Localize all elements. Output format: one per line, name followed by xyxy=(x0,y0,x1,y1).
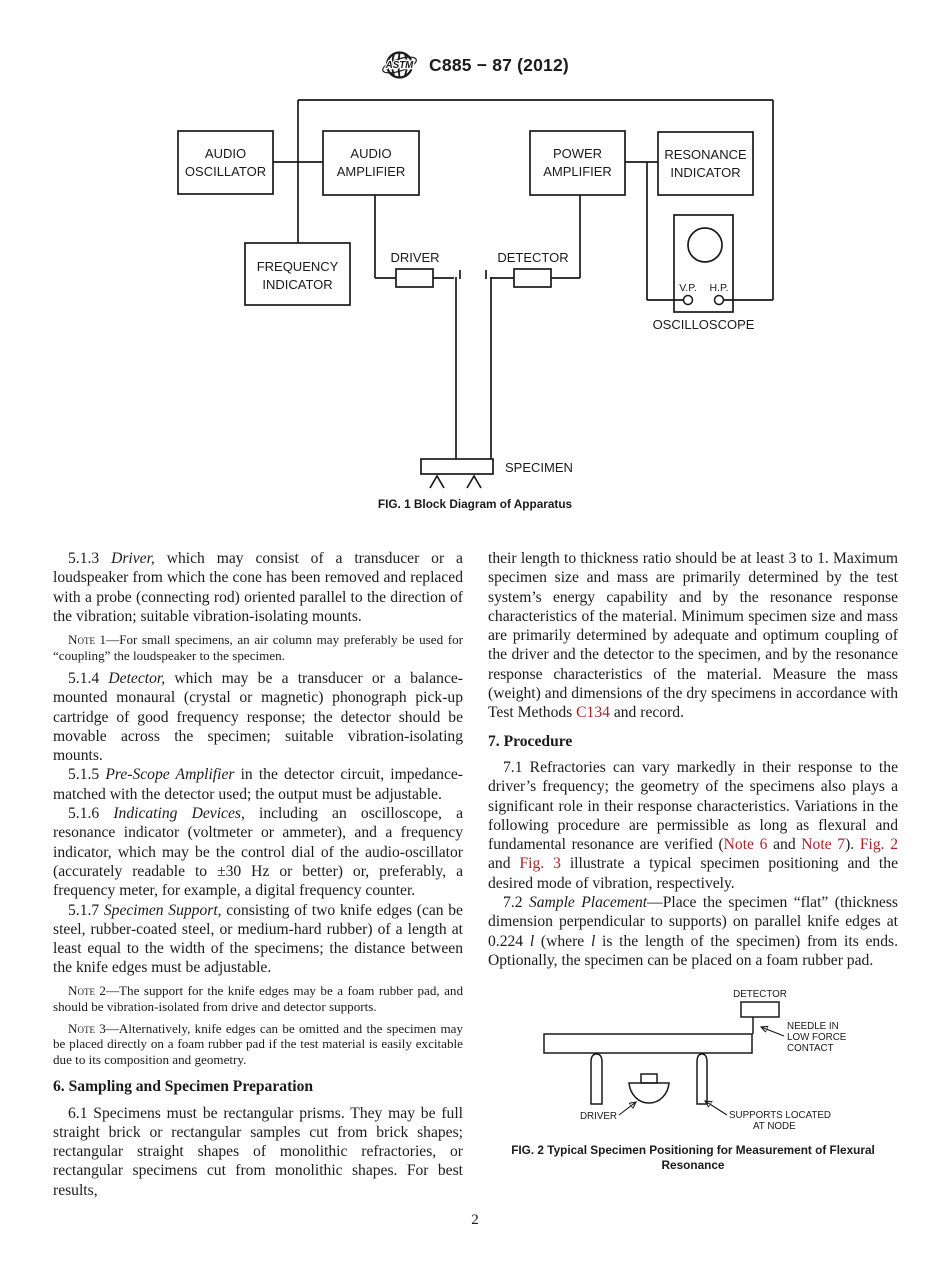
text-run: in the detector circuit, impedance-matched with the detector used; the output must be adjustable. xyxy=(53,766,463,803)
fig1-block-diagram xyxy=(140,90,820,530)
text-run: their length to thickness ratio should be at least 3 to 1. Maximum specimen size and mass are primarily determined by the test system’s energy capability and by the resonance response characteristics of the material. Minimum specimen size and mass are primarily determined by adequate and optimum coupling of the driver and the detector to the specimen, and by the resonance response characteristics of the material. Measure the mass (weight) and dimensions of the dry specimens in accordance with Test Methods xyxy=(488,550,898,722)
text-run: which may consist of a transducer or a loudspeaker from which the cone has been removed and replaced with a probe (connecting rod) oriented parallel to the direction of the vibration; suitable vibration-isolating mounts. xyxy=(53,550,463,625)
paragraph-6-1-continued xyxy=(488,549,898,723)
audio-oscillator-label: AUDIO xyxy=(204,146,247,161)
detector-box xyxy=(514,269,551,287)
oscilloscope-label: OSCILLOSCOPE xyxy=(652,317,755,332)
text-run: 5.1.5 xyxy=(68,766,106,784)
vp-terminal xyxy=(684,296,693,305)
text-run: including an oscilloscope, a resonance indicator (voltmeter or ammeter), and a frequency indicator, which may be the control dial of the audio-oscillator (accurately readable to ±30 Hz or better) or, preferably, a frequency meter, for example, a digital frequency counter. xyxy=(53,805,463,900)
text-run: Sample Placement xyxy=(528,894,648,912)
text-run: Detector, xyxy=(108,670,166,687)
fig2-link[interactable]: Fig. 2 xyxy=(859,836,898,854)
text-run: and xyxy=(488,855,520,873)
resonance-indicator-label: RESONANCE xyxy=(664,147,747,162)
specimen-label: SPECIMEN xyxy=(505,460,573,475)
text-run: 1—For small specimens, an air column may preferably be used for “coupling” the loudspeaker to the specimen. xyxy=(53,631,463,663)
text-run: l xyxy=(590,932,596,950)
hp-label: H.P. xyxy=(709,282,729,294)
frequency-indicator-box xyxy=(245,243,350,305)
fig2-needle-note: CONTACT xyxy=(786,1043,834,1055)
c134-link[interactable]: C134 xyxy=(576,704,610,722)
driver-box xyxy=(396,269,433,287)
paragraph-7-2 xyxy=(488,893,898,970)
paragraph-7-1 xyxy=(488,758,898,893)
note6-link[interactable]: Note 6 xyxy=(723,836,768,854)
fig2-caption xyxy=(488,1143,898,1172)
fig2-needle-note: NEEDLE IN xyxy=(786,1021,839,1033)
text-run: 7.1 Refractories can vary markedly in their response to the driver’s frequency; the geometry of the specimens also plays a significant role in their response characteristics. Variations in the following procedure are permissible as long as flexural and fundamental resonance are verified ( xyxy=(488,758,898,854)
fig2-caption-line2: Resonance xyxy=(661,1157,725,1172)
audio-oscillator-box xyxy=(178,131,273,194)
paragraph-5-1-6 xyxy=(53,804,463,900)
resonance-indicator-box xyxy=(658,132,753,195)
oscilloscope-box xyxy=(674,215,733,312)
hp-terminal xyxy=(715,296,724,305)
text-run: 5.1.3 xyxy=(68,550,112,567)
text-run: which may be a transducer or a balance-mounted monaural (crystal or magnetic) phonograph pick-up cartridge of good frequency response; the detector should be movable across the specimen; suitable vibration-isolating mounts. xyxy=(53,670,463,765)
audio-oscillator-label: OSCILLATOR xyxy=(184,164,267,179)
paragraph-6-1 xyxy=(53,1104,463,1200)
fig2-needle-arrow xyxy=(761,1027,784,1036)
fig2-driver-arrow xyxy=(619,1102,636,1115)
audio-amplifier-label: AUDIO xyxy=(350,146,392,161)
knife-edge-right xyxy=(467,476,481,488)
paragraph-5-1-5 xyxy=(53,765,463,804)
note-1 xyxy=(53,632,463,664)
paragraph-5-1-4 xyxy=(53,669,463,765)
power-amplifier-label: AMPLIFIER xyxy=(543,164,612,179)
text-run: Driver, xyxy=(111,550,155,567)
text-run: 3—Alternatively, knife edges can be omitted and the specimen may be placed directly on a foam rubber pad if the test material is easily excitable due to its composition and geometry. xyxy=(53,1020,463,1068)
text-run: ). xyxy=(845,836,860,854)
paragraph-5-1-7 xyxy=(53,901,463,978)
fig2-driver-label: DRIVER xyxy=(579,1111,617,1123)
fig2-needle-note: LOW FORCE xyxy=(786,1032,846,1044)
fig2-support-right xyxy=(697,1054,707,1104)
fig2-specimen-positioning xyxy=(541,982,846,1134)
fig2-caption-line1: FIG. 2 Typical Specimen Positioning for Measurement of Flexural xyxy=(511,1143,875,1158)
frequency-indicator-label: INDICATOR xyxy=(262,277,333,292)
page-header xyxy=(0,48,950,82)
vp-label: V.P. xyxy=(679,282,697,294)
text-run: Note xyxy=(68,1020,95,1036)
text-run: 2—The support for the knife edges may be a foam rubber pad, and should be vibration-isolated from drive and detector supports. xyxy=(53,983,463,1015)
paragraph-5-1-3 xyxy=(53,549,463,626)
text-run: Pre-Scope Amplifier xyxy=(105,766,235,784)
page-number: 2 xyxy=(471,1212,479,1228)
text-run: Note xyxy=(68,631,95,647)
left-column xyxy=(53,549,463,1200)
power-amplifier-label: POWER xyxy=(552,146,603,161)
text-run: (where xyxy=(534,932,591,950)
fig2-driver-cap xyxy=(641,1074,657,1083)
specimen-bar xyxy=(421,459,493,474)
fig2-detector-box xyxy=(741,1002,779,1017)
text-run: consisting of two knife edges (can be steel, rubber-coated steel, or medium-hard rubber) of a length at least equal to the width of the specimens; the distance between the knife edges must be adjustable. xyxy=(53,901,463,977)
fig2-driver-dome xyxy=(629,1083,669,1103)
text-run: 6.1 Specimens must be rectangular prisms. They may be full straight brick or rectangular samples cut from brick shapes; rectangular straight shapes of monolithic refractories, or rectangular specimens cut from monolithic shapes. For best results, xyxy=(53,1104,463,1199)
text-run: Note xyxy=(68,983,95,999)
svg-text:ASTM: ASTM xyxy=(385,60,414,72)
note7-link[interactable]: Note 7 xyxy=(801,836,846,854)
section-7-heading: 7. Procedure xyxy=(488,732,573,750)
text-run: 7.2 xyxy=(503,894,529,912)
text-run: is the length of the specimen) from its ends. Optionally, the specimen can be placed on a foam rubber pad. xyxy=(488,932,898,969)
fig2-support-left xyxy=(591,1054,602,1104)
frequency-indicator-label: FREQUENCY xyxy=(256,259,339,274)
resonance-indicator-label: INDICATOR xyxy=(670,165,741,180)
right-column xyxy=(488,549,898,1184)
text-run: 5.1.7 xyxy=(68,901,104,919)
driver-label: DRIVER xyxy=(390,250,440,265)
note-3 xyxy=(53,1021,463,1069)
fig2-supports-note: AT NODE xyxy=(752,1121,796,1133)
text-run: Indicating Devices, xyxy=(113,805,245,823)
fig2-supports-arrow xyxy=(705,1101,727,1115)
fig2-detector-label: DETECTOR xyxy=(732,989,787,1001)
fig3-link[interactable]: Fig. 3 xyxy=(519,855,561,873)
standard-designation: C885 − 87 (2012) xyxy=(429,54,569,75)
detector-label: DETECTOR xyxy=(497,250,569,265)
oscilloscope-crt-circle xyxy=(688,228,722,262)
fig1-caption: FIG. 1 Block Diagram of Apparatus xyxy=(377,497,573,511)
fig2-supports-note: SUPPORTS LOCATED xyxy=(728,1110,831,1122)
knife-edge-left xyxy=(430,476,444,488)
power-amplifier-box xyxy=(530,131,625,195)
section-6-heading: 6. Sampling and Specimen Preparation xyxy=(53,1078,314,1096)
fig2-specimen-bar xyxy=(544,1034,752,1053)
note-2 xyxy=(53,983,463,1015)
text-run: l xyxy=(529,932,535,950)
text-run: illustrate a typical specimen positioning and the desired mode of vibration, respectively. xyxy=(488,855,898,892)
text-run: 5.1.6 xyxy=(68,805,114,823)
astm-logo-icon xyxy=(381,48,418,82)
text-run: Specimen Support, xyxy=(103,901,222,919)
text-run: —Place the specimen “flat” (thickness dimension perpendicular to supports) on parallel knife edges at 0.224 xyxy=(488,894,898,950)
text-run: 5.1.4 xyxy=(68,670,109,687)
audio-amplifier-label: AMPLIFIER xyxy=(336,164,406,179)
text-run: and xyxy=(767,836,802,854)
text-run: and record. xyxy=(609,704,684,722)
audio-amplifier-box xyxy=(323,131,419,195)
